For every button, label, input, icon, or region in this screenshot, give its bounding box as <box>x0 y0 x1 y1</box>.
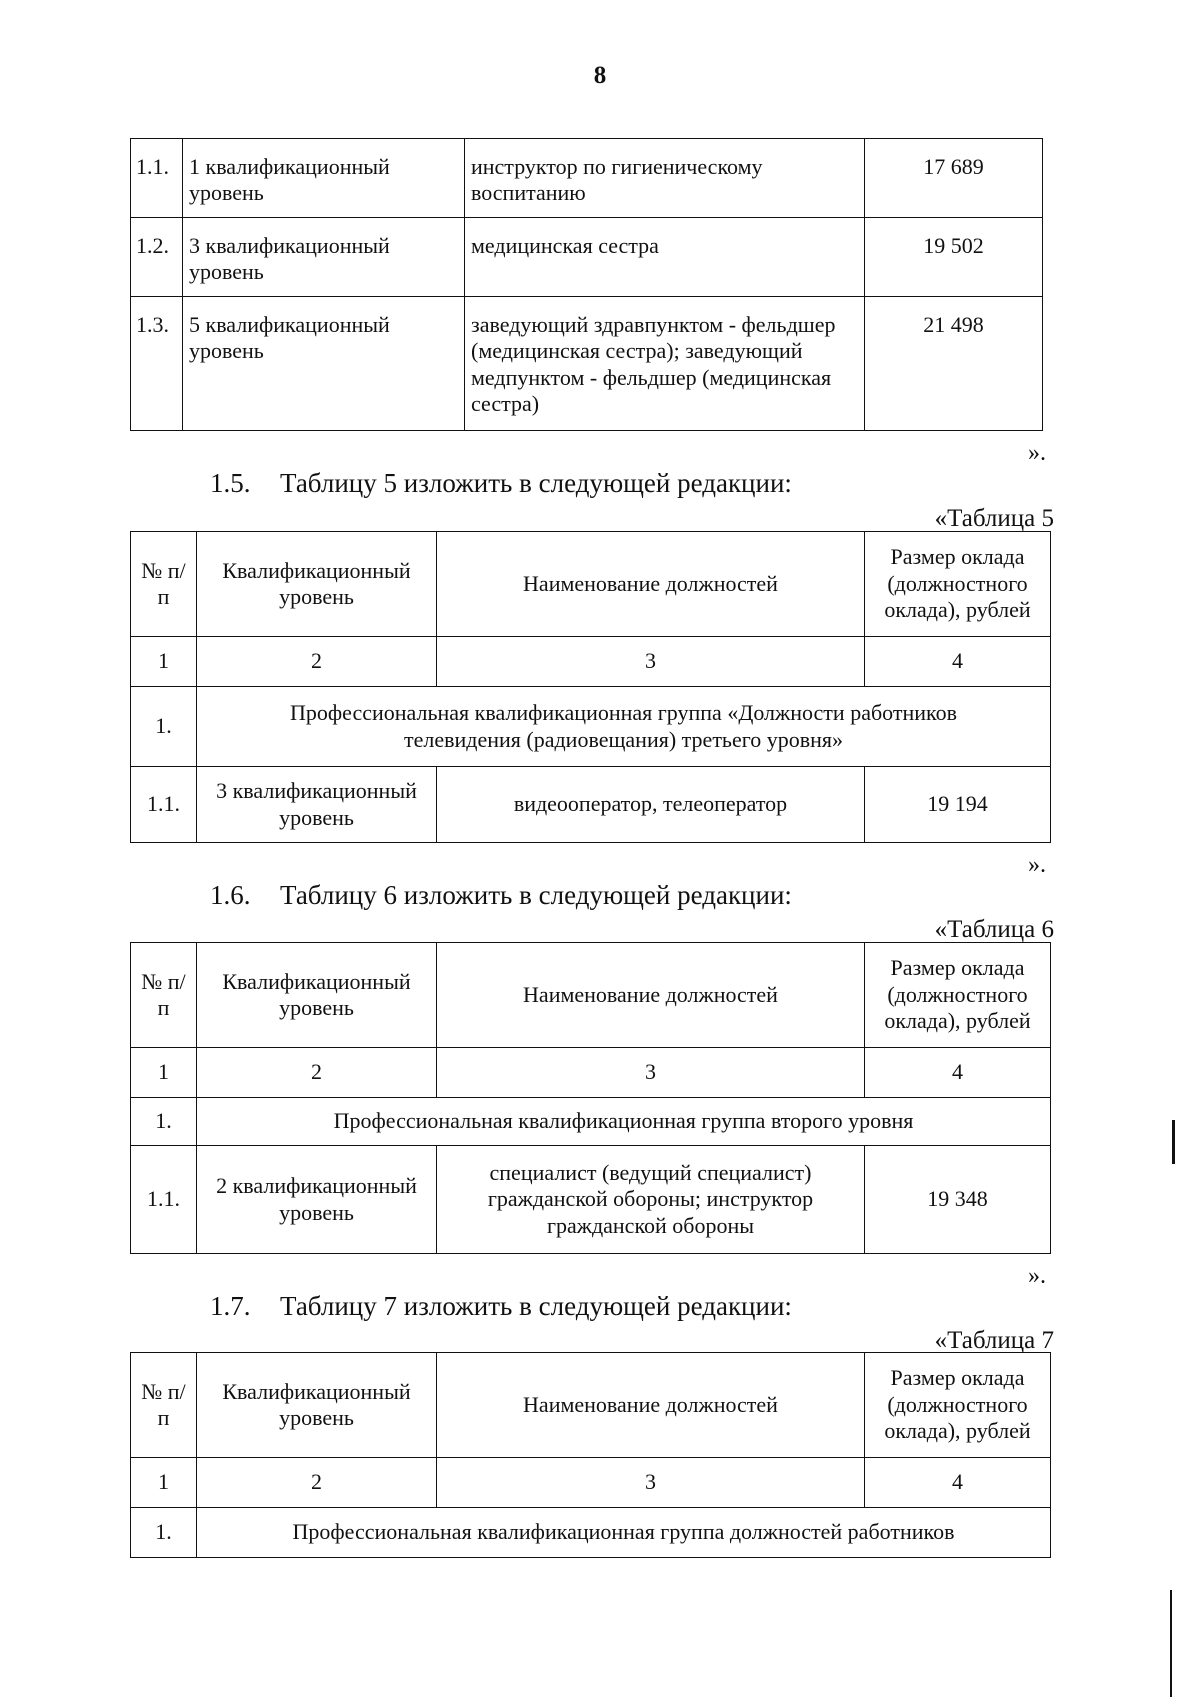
table-row <box>131 218 1043 297</box>
table-header <box>131 532 1051 637</box>
group-row <box>131 687 1051 767</box>
section-number: 1.7. <box>210 1291 251 1321</box>
group-number: 1. <box>131 687 197 767</box>
column-index: 1 <box>131 1458 197 1508</box>
table-label: «Таблица 5 <box>934 505 1054 532</box>
header-num: № п/п <box>131 532 197 637</box>
position-name: видеооператор, телеоператор <box>437 767 865 843</box>
qualification-level: 3 квалификационный уровень <box>197 767 437 843</box>
group-name: Профессиональная квалификационная группа «Должности работников телевидения (радиовещания) третьего уровня» <box>197 687 1051 767</box>
table-7 <box>130 1352 1051 1558</box>
column-index: 1 <box>131 1048 197 1098</box>
group-number: 1. <box>131 1098 197 1146</box>
section-text: Таблицу 5 изложить в следующей редакции: <box>280 468 792 498</box>
header-salary: Размер оклада (должностного оклада), рублей <box>865 1353 1051 1458</box>
section-number: 1.5. <box>210 468 251 498</box>
table-header <box>131 943 1051 1048</box>
section-heading <box>210 1291 792 1322</box>
table-header <box>131 1353 1051 1458</box>
position-name: заведующий здравпунктом - фельдшер (медицинская сестра); заведующий медпунктом - фельдшер (медицинская сестра) <box>465 297 865 431</box>
salary-value: 19 194 <box>865 767 1051 843</box>
column-index: 3 <box>437 1048 865 1098</box>
header-salary: Размер оклада (должностного оклада), рублей <box>865 532 1051 637</box>
group-number: 1. <box>131 1508 197 1558</box>
column-index: 3 <box>437 637 865 687</box>
column-index: 3 <box>437 1458 865 1508</box>
position-name: инструктор по гигиеническому воспитанию <box>465 139 865 218</box>
column-index: 4 <box>865 637 1051 687</box>
section-heading <box>210 468 792 499</box>
header-salary: Размер оклада (должностного оклада), рублей <box>865 943 1051 1048</box>
qualification-level: 1 квалификационный уровень <box>183 139 465 218</box>
salary-value: 19 502 <box>865 218 1043 297</box>
qualification-level: 5 квалификационный уровень <box>183 297 465 431</box>
column-index-row <box>131 1458 1051 1508</box>
table-label: «Таблица 7 <box>934 1327 1054 1354</box>
position-name: медицинская сестра <box>465 218 865 297</box>
column-index: 4 <box>865 1048 1051 1098</box>
continued-table <box>130 138 1043 431</box>
column-index-row <box>131 637 1051 687</box>
qualification-level: 3 квалификационный уровень <box>183 218 465 297</box>
header-level: Квалификационный уровень <box>197 943 437 1048</box>
group-name: Профессиональная квалификационная группа второго уровня <box>197 1098 1051 1146</box>
header-level: Квалификационный уровень <box>197 532 437 637</box>
header-position: Наименование должностей <box>437 943 865 1048</box>
qualification-level: 2 квалификационный уровень <box>197 1146 437 1254</box>
closing-quote: ». <box>1028 440 1046 466</box>
scan-artifact <box>1172 1120 1175 1164</box>
row-number: 1.2. <box>131 218 183 297</box>
table-5 <box>130 531 1051 843</box>
closing-quote: ». <box>1028 1263 1046 1289</box>
column-index: 4 <box>865 1458 1051 1508</box>
row-number: 1.3. <box>131 297 183 431</box>
column-index: 1 <box>131 637 197 687</box>
header-position: Наименование должностей <box>437 1353 865 1458</box>
row-number: 1.1. <box>131 767 197 843</box>
table-label: «Таблица 6 <box>934 916 1054 943</box>
header-num: № п/п <box>131 1353 197 1458</box>
row-number: 1.1. <box>131 139 183 218</box>
position-name: специалист (ведущий специалист) гражданской обороны; инструктор гражданской обороны <box>437 1146 865 1254</box>
closing-quote: ». <box>1028 852 1046 878</box>
section-text: Таблицу 6 изложить в следующей редакции: <box>280 880 792 910</box>
page-number: 8 <box>593 62 607 89</box>
column-index: 2 <box>197 1048 437 1098</box>
table-row <box>131 139 1043 218</box>
salary-value: 19 348 <box>865 1146 1051 1254</box>
section-heading <box>210 880 792 911</box>
table-row <box>131 297 1043 431</box>
column-index-row <box>131 1048 1051 1098</box>
header-level: Квалификационный уровень <box>197 1353 437 1458</box>
section-text: Таблицу 7 изложить в следующей редакции: <box>280 1291 792 1321</box>
scan-artifact <box>1170 1590 1172 1697</box>
column-index: 2 <box>197 637 437 687</box>
column-index: 2 <box>197 1458 437 1508</box>
row-number: 1.1. <box>131 1146 197 1254</box>
header-position: Наименование должностей <box>437 532 865 637</box>
salary-value: 17 689 <box>865 139 1043 218</box>
table-row <box>131 767 1051 843</box>
group-name: Профессиональная квалификационная группа должностей работников <box>197 1508 1051 1558</box>
salary-value: 21 498 <box>865 297 1043 431</box>
group-row <box>131 1098 1051 1146</box>
table-6 <box>130 942 1051 1254</box>
table-row <box>131 1146 1051 1254</box>
section-number: 1.6. <box>210 880 251 910</box>
header-num: № п/п <box>131 943 197 1048</box>
group-row <box>131 1508 1051 1558</box>
